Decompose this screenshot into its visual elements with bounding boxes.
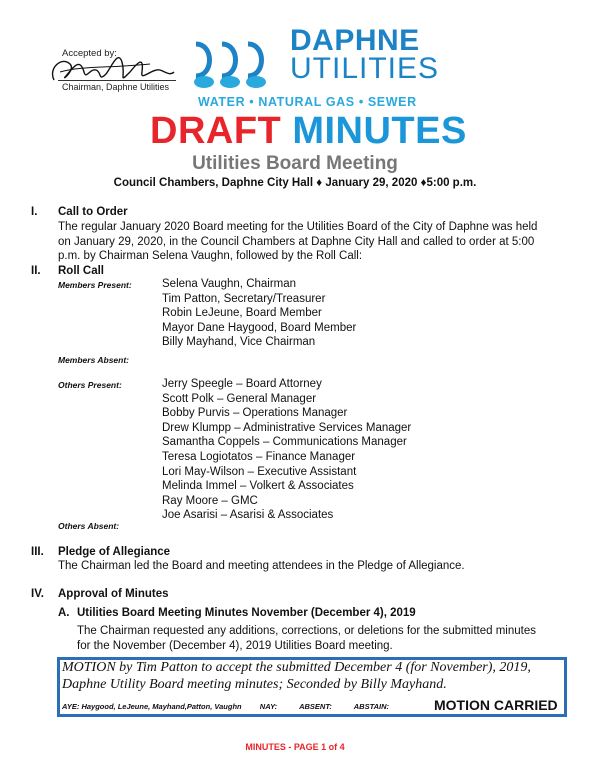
- list-item: Joe Asarisi – Asarisi & Associates: [162, 509, 334, 522]
- signature-line: [58, 80, 176, 81]
- section-number: II.: [31, 265, 41, 277]
- pledge-text: The Chairman led the Board and meeting attendees in the Pledge of Allegiance.: [58, 560, 465, 572]
- separator-diamond: ♦: [420, 177, 427, 189]
- logo-tagline: WATER • NATURAL GAS • SEWER: [198, 95, 417, 109]
- meeting-time: 5:00 p.m.: [426, 177, 477, 189]
- draft-minutes-banner: [150, 110, 467, 153]
- logo-name-line1: DAPHNE: [290, 24, 420, 57]
- list-item: Drew Klumpp – Administrative Services Manager: [162, 421, 412, 434]
- members-absent-label: Members Absent:: [58, 355, 130, 365]
- section-number: III.: [31, 546, 44, 558]
- list-item: Lori May-Wilson – Executive Assistant: [162, 465, 357, 478]
- section-number: I.: [31, 206, 38, 218]
- vote-aye: AYE: Haygood, LeJeune, Mayhand,Patton, Vaughn: [62, 702, 242, 711]
- list-item: Mayor Dane Haygood, Board Member: [162, 321, 357, 334]
- list-item: Tim Patton, Secretary/Treasurer: [162, 292, 326, 305]
- section-title-call-to-order: Call to Order: [58, 206, 128, 218]
- signature-role: Chairman, Daphne Utilities: [62, 82, 170, 92]
- banner-word-draft: DRAFT: [150, 110, 282, 152]
- banner-word-minutes: MINUTES: [292, 110, 467, 152]
- meeting-title: Utilities Board Meeting: [192, 153, 398, 174]
- members-present-label: Members Present:: [58, 280, 132, 290]
- list-item: Selena Vaughn, Chairman: [162, 278, 297, 290]
- paragraph-line: The regular January 2020 Board meeting for the Utilities Board of the City of Daphne was held: [58, 221, 538, 233]
- meeting-details: [0, 177, 590, 189]
- motion-line: Daphne Utility Board meeting minutes; Seconded by Billy Mayhand.: [62, 677, 447, 692]
- paragraph-line: for the November (December 4), 2019 Utilities Board meeting.: [77, 639, 393, 652]
- page-footer: MINUTES - PAGE 1 of 4: [245, 742, 345, 752]
- others-absent-label: Others Absent:: [58, 521, 120, 531]
- vote-nay: NAY:: [259, 702, 278, 711]
- vote-row: [62, 702, 389, 711]
- section-number: IV.: [31, 588, 45, 600]
- motion-line: MOTION by Tim Patton to accept the submitted December 4 (for November), 2019,: [62, 660, 531, 675]
- call-to-order-text: [58, 220, 537, 264]
- list-item: Robin LeJeune, Board Member: [162, 307, 322, 320]
- vote-abstain: ABSTAIN:: [353, 702, 390, 711]
- separator-diamond: ♦: [316, 177, 323, 189]
- list-item: Ray Moore – GMC: [162, 494, 258, 507]
- list-item: Billy Mayhand, Vice Chairman: [162, 336, 316, 349]
- vote-absent: ABSENT:: [299, 702, 332, 711]
- daphne-utilities-logo-icon: [188, 36, 288, 96]
- subsection-letter: A.: [58, 607, 70, 619]
- meeting-location: Council Chambers, Daphne City Hall: [113, 177, 314, 189]
- paragraph-line: on January 29, 2020, in the Council Chambers at Daphne City Hall and called to order at 5:00: [58, 235, 535, 248]
- meeting-date: January 29, 2020: [325, 177, 418, 189]
- logo-wordmark: [290, 24, 440, 85]
- section-title-approval-of-minutes: Approval of Minutes: [58, 588, 169, 600]
- members-present-list: [162, 277, 356, 350]
- others-present-list: [162, 377, 411, 523]
- paragraph-line: The Chairman requested any additions, corrections, or deletions for the submitted minutes: [77, 625, 536, 637]
- list-item: Melinda Immel – Volkert & Associates: [162, 480, 354, 493]
- motion-text: [62, 659, 562, 693]
- approval-text: [77, 624, 536, 653]
- paragraph-line: p.m. by Chairman Selena Vaughn, followed by the Roll Call:: [58, 250, 363, 262]
- list-item: Bobby Purvis – Operations Manager: [162, 407, 348, 420]
- list-item: Jerry Speegle – Board Attorney: [162, 378, 322, 390]
- accepted-by-label: Accepted by:: [62, 48, 117, 59]
- section-title-pledge: Pledge of Allegiance: [58, 546, 171, 558]
- section-title-roll-call: Roll Call: [58, 265, 105, 277]
- list-item: Samantha Coppels – Communications Manager: [162, 436, 407, 449]
- logo-name-line2: UTILITIES: [290, 52, 440, 85]
- list-item: Scott Polk – General Manager: [162, 392, 317, 405]
- motion-result: MOTION CARRIED: [434, 697, 558, 713]
- subsection-title-minutes: Utilities Board Meeting Minutes November (December 4), 2019: [77, 607, 416, 619]
- list-item: Teresa Logiotatos – Finance Manager: [162, 450, 356, 463]
- others-present-label: Others Present:: [58, 380, 122, 390]
